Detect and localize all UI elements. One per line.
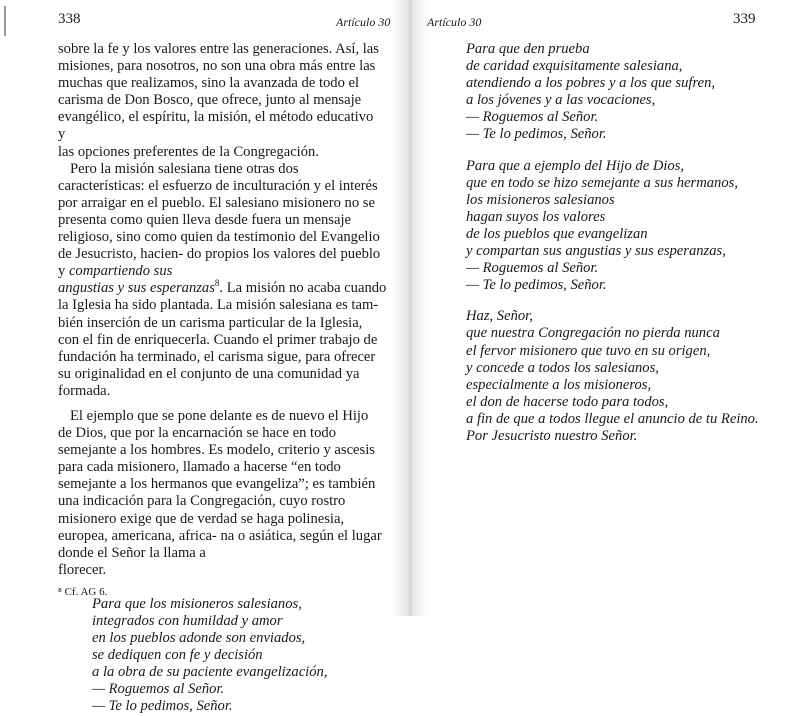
text-line: misionero, llamado a hacerse “en todo semejante a los [58,459,341,493]
prayer-response: — Te lo pedimos, Señor. [466,126,607,143]
body-text [58,41,387,716]
text-italic: compartiendo sus [68,263,173,280]
text-line: la Iglesia ha sido plantada. La misión salesiana es tam- [58,297,379,314]
prayer-line: Para que den prueba [466,41,590,57]
prayer-line: Para que los misioneros salesianos, [92,595,302,612]
text-line: Dios, que por la encarnación se hace en todo semejante [58,425,336,459]
text-line: fundación ha terminado, el carisma sigue, para ofrecer [58,348,376,365]
right-page [424,0,801,616]
prayer-block [466,308,766,445]
footnote: ⁸ Cf. AG 6. [58,586,108,598]
text-line: a los hombres. Es modelo, criterio y ascesis para cada [58,442,375,476]
prayer-line: en los pueblos adonde son enviados, [92,630,306,647]
page-number: 338 [58,11,81,27]
text-line: na o asiática, según el lugar donde el Señor la llama a [58,527,382,561]
text-line: formada. [58,382,111,399]
text-roman: . La misión no acaba cuando [219,280,387,297]
text-line: su originalidad en el conjunto de una comunidad ya [58,365,360,382]
prayer-line: Para que a ejemplo del Hijo de Dios, [466,157,685,174]
running-title: Artículo 30 [336,15,391,29]
prayer-response: — Te lo pedimos, Señor. [466,277,607,294]
prayer-block [466,41,766,144]
text-line: quien da testimonio del Evangelio de Jesucristo, hacien- [58,229,380,263]
text-line: el pueblo. El salesiano misionero no se presenta como [58,194,375,228]
text-line: muchas que realizamos, sino la avanzada de todo el [58,75,360,92]
text-italic: angustias y sus esperanzas [58,280,215,297]
text-line: bién inserción de un carisma particular de la Iglesia, con [58,314,363,348]
text-line: de verdad se haga polinesia, europea, americana, africa- [58,510,345,544]
paragraph-gap [466,294,766,308]
text-line: carisma de Don Bosco, que ofrece, junto al mensaje [58,92,362,109]
prayer-line: hagan suyos los valores [466,208,606,225]
text-line: El ejemplo que se pone delante es de nuevo el Hijo de [58,407,369,442]
prayer-line: a los jóvenes y a las vocaciones, [466,92,656,109]
prayer-line: que en todo se hizo semejante a sus hermanos, [466,174,738,191]
prayer-line: y concede a todos los salesianos, [466,359,659,376]
prayer-line: de caridad exquisitamente salesiana, [466,58,683,75]
prayer-line: integrados con humildad y amor [92,613,283,629]
text-line: las opciones preferentes de la Congregación. [58,143,319,160]
prayer-line: se dediquen con fe y decisión [92,647,263,664]
running-title: Artículo 30 [427,15,482,29]
prayer-line: el fervor misionero que tuvo en su origen, [466,342,711,359]
paragraph-gap [58,400,384,408]
text-line: Pero la misión salesiana tiene otras dos características: [58,160,299,194]
text-line: para la Congregación, cuyo rostro misionero exige que [58,493,346,527]
prayer-line: el don de hacerse todo para todos, [466,393,669,410]
text-line-mixed [58,278,387,297]
text-line: el esfuerzo de inculturación y el interés por arraigar en [58,177,378,211]
prayer-line: a fin de que a todos llegue el anuncio de tu Reino. [466,410,759,427]
footnote-reference[interactable]: 8 [214,278,220,289]
text-line: florecer. [58,561,107,578]
page-number: 339 [733,11,756,27]
text-line: evangélico, el espíritu, la misión, el método educativo y [58,109,374,143]
left-page [0,0,396,715]
prayer-response: — Roguemos al Señor. [466,260,599,277]
prayer-line: de los pueblos que evangelizan [466,225,648,242]
text-line: el fin de enriquecerla. Cuando el primer trabajo de [82,331,378,348]
text-line: misiones, para nosotros, no son una obra más entre las [58,58,376,75]
prayer-line: los misioneros salesianos [466,191,615,208]
prayer-response: — Te lo pedimos, Señor. [92,698,233,715]
prayer-response: — Roguemos al Señor. [92,681,225,698]
text-line: sobre la fe y los valores entre las generaciones. Así, las [58,41,379,57]
paragraph-gap [466,144,766,158]
text-roman: do propios los valores del pueblo y [58,246,381,280]
book-gutter [392,0,428,616]
prayer-line: Haz, Señor, [466,308,533,325]
text-line: quien lleva desde fuera un mensaje religioso, sino como [58,211,351,246]
prayer-line: que nuestra Congregación no pierda nunca [466,325,720,342]
prayer-line: Por Jesucristo nuestro Señor. [466,427,638,444]
prayer-line: atendiendo a los pobres y a los que sufren, [466,75,716,92]
prayer-line: especialmente a los misioneros, [466,376,652,393]
prayer-line: a la obra de su paciente evangelización, [92,664,328,681]
prayer-response: — Roguemos al Señor. [466,109,599,126]
prayer-block [58,596,384,716]
prayer-block [466,158,766,295]
prayer-line: y compartan sus angustias y sus esperanzas, [466,243,726,260]
prayer-section [466,41,766,445]
text-line: hermanos que evangeliza”; es también una indicación [58,476,376,510]
